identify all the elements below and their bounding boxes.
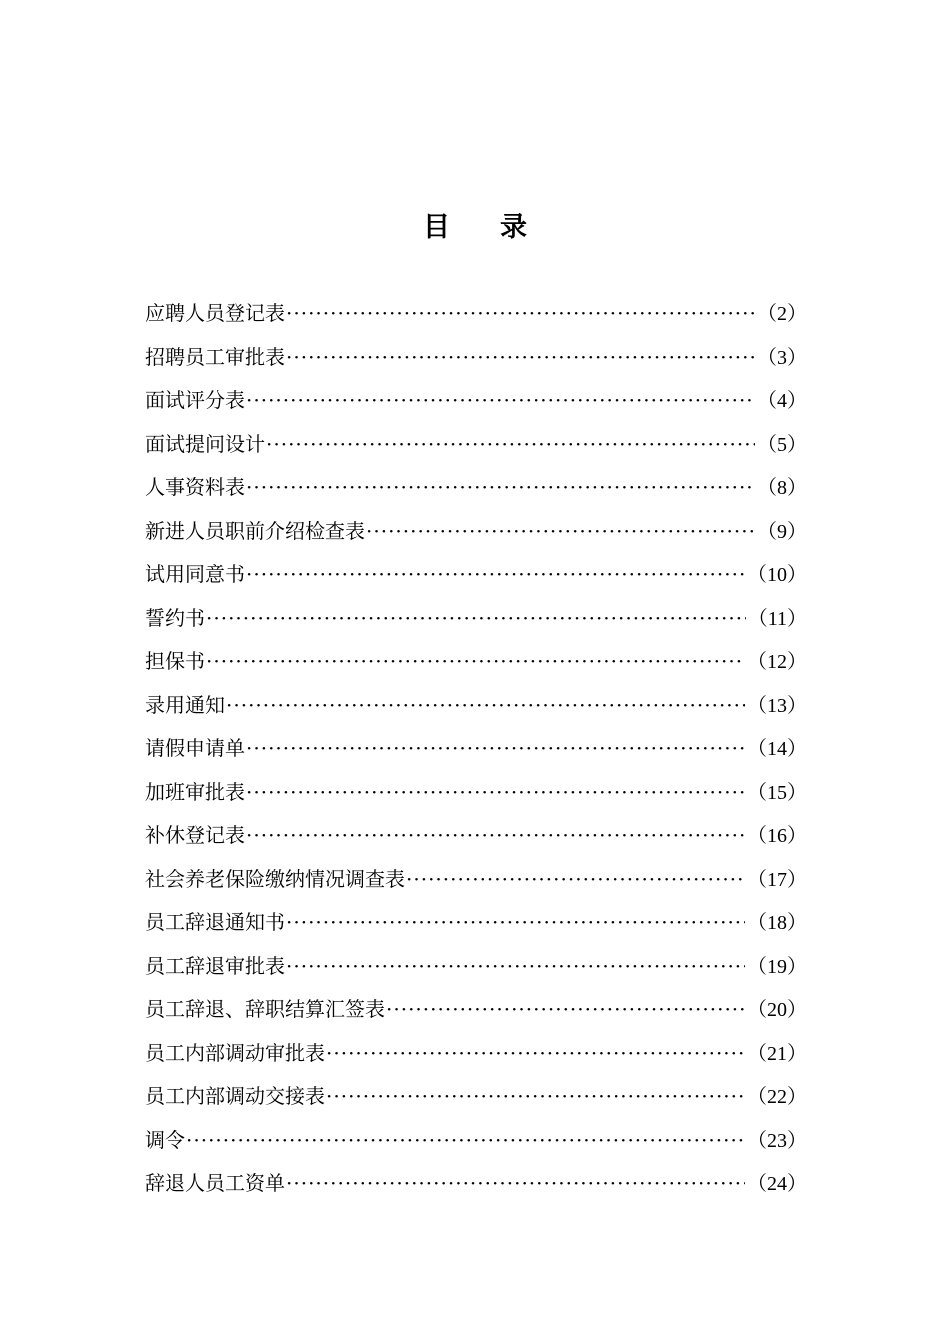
toc-dot-leader	[326, 1032, 745, 1076]
toc-dot-leader	[246, 553, 745, 597]
toc-entry-page-number: （9）	[757, 520, 807, 543]
toc-dot-leader	[186, 1119, 745, 1163]
toc-dot-leader	[246, 379, 755, 423]
toc-entry[interactable]	[145, 553, 807, 597]
toc-entry[interactable]	[145, 988, 807, 1032]
toc-entry-page-number: （4）	[757, 390, 807, 412]
toc-dot-leader	[286, 336, 755, 380]
toc-list	[145, 292, 807, 1206]
toc-entry-label: 加班审批表	[145, 779, 245, 804]
toc-entry-page-number: （8）	[757, 477, 807, 499]
toc-entry-label: 面试提问设计	[145, 431, 265, 456]
toc-entry-page-number: （22）	[747, 1086, 807, 1108]
toc-entry[interactable]	[145, 640, 807, 684]
toc-entry-page-number: （23）	[747, 1129, 807, 1152]
toc-entry-label: 试用同意书	[145, 562, 245, 586]
toc-dot-leader	[286, 1162, 745, 1206]
toc-entry-label: 担保书	[145, 649, 205, 673]
toc-dot-leader	[286, 945, 745, 989]
toc-entry-page-number: （14）	[747, 738, 807, 760]
toc-entry[interactable]	[145, 901, 807, 945]
toc-entry-label: 面试评分表	[145, 388, 245, 412]
toc-entry[interactable]	[145, 1075, 807, 1119]
toc-entry-page-number: （2）	[757, 303, 807, 325]
toc-entry[interactable]	[145, 814, 807, 858]
toc-title	[0, 206, 950, 250]
toc-entry-page-number: （15）	[747, 781, 807, 804]
toc-entry[interactable]	[145, 466, 807, 510]
toc-entry-page-number: （3）	[757, 346, 807, 369]
toc-entry-page-number: （18）	[747, 912, 807, 934]
toc-entry-page-number: （24）	[747, 1173, 807, 1195]
toc-entry[interactable]	[145, 858, 807, 902]
toc-entry-label: 录用通知	[145, 692, 225, 717]
toc-entry[interactable]	[145, 379, 807, 423]
toc-entry-page-number: （21）	[747, 1042, 807, 1065]
toc-entry-label: 员工辞退通知书	[145, 910, 285, 934]
toc-entry-page-number: （12）	[747, 651, 807, 673]
toc-dot-leader	[386, 988, 745, 1032]
toc-entry[interactable]	[145, 771, 807, 815]
toc-entry[interactable]	[145, 292, 807, 336]
toc-dot-leader	[266, 423, 755, 467]
toc-entry-label: 员工辞退审批表	[145, 953, 285, 978]
toc-dot-leader	[246, 466, 755, 510]
toc-entry[interactable]	[145, 727, 807, 771]
toc-entry-page-number: （19）	[747, 955, 807, 978]
toc-entry-label: 补休登记表	[145, 823, 245, 847]
toc-entry[interactable]	[145, 510, 807, 554]
toc-entry-label: 员工内部调动审批表	[145, 1040, 325, 1065]
toc-entry-label: 社会养老保险缴纳情况调查表	[145, 866, 405, 891]
toc-entry-label: 新进人员职前介绍检查表	[145, 518, 365, 543]
toc-dot-leader	[286, 292, 755, 336]
toc-dot-leader	[326, 1075, 745, 1119]
toc-entry-page-number: （20）	[747, 999, 807, 1021]
toc-dot-leader	[226, 684, 745, 728]
toc-dot-leader	[206, 640, 745, 684]
toc-entry-page-number: （16）	[747, 825, 807, 847]
toc-entry-page-number: （5）	[757, 433, 807, 456]
toc-title-char-2: 录	[500, 212, 527, 243]
toc-entry-page-number: （13）	[747, 694, 807, 717]
toc-entry[interactable]	[145, 1119, 807, 1163]
toc-dot-leader	[246, 771, 745, 815]
toc-entry-page-number: （10）	[747, 564, 807, 586]
toc-entry-label: 人事资料表	[145, 475, 245, 499]
toc-entry-label: 应聘人员登记表	[145, 301, 285, 325]
toc-entry[interactable]	[145, 336, 807, 380]
toc-title-char-1: 目	[423, 212, 450, 243]
toc-entry-label: 誓约书	[145, 605, 205, 630]
toc-entry-label: 招聘员工审批表	[145, 344, 285, 369]
toc-dot-leader	[406, 858, 745, 902]
toc-entry-label: 辞退人员工资单	[145, 1171, 285, 1195]
toc-entry-label: 员工内部调动交接表	[145, 1084, 325, 1108]
toc-entry-label: 请假申请单	[145, 736, 245, 760]
toc-entry[interactable]	[145, 1032, 807, 1076]
toc-entry[interactable]	[145, 597, 807, 641]
toc-entry-label: 调令	[145, 1127, 185, 1152]
toc-entry[interactable]	[145, 1162, 807, 1206]
toc-entry[interactable]	[145, 423, 807, 467]
toc-dot-leader	[206, 597, 746, 641]
toc-dot-leader	[286, 901, 745, 945]
toc-entry[interactable]	[145, 684, 807, 728]
toc-entry-page-number: （17）	[747, 868, 807, 891]
toc-entry[interactable]	[145, 945, 807, 989]
toc-dot-leader	[246, 727, 745, 771]
toc-entry-page-number: （11）	[747, 607, 807, 630]
toc-entry-label: 员工辞退、辞职结算汇签表	[145, 997, 385, 1021]
toc-dot-leader	[366, 510, 755, 554]
toc-dot-leader	[246, 814, 745, 858]
